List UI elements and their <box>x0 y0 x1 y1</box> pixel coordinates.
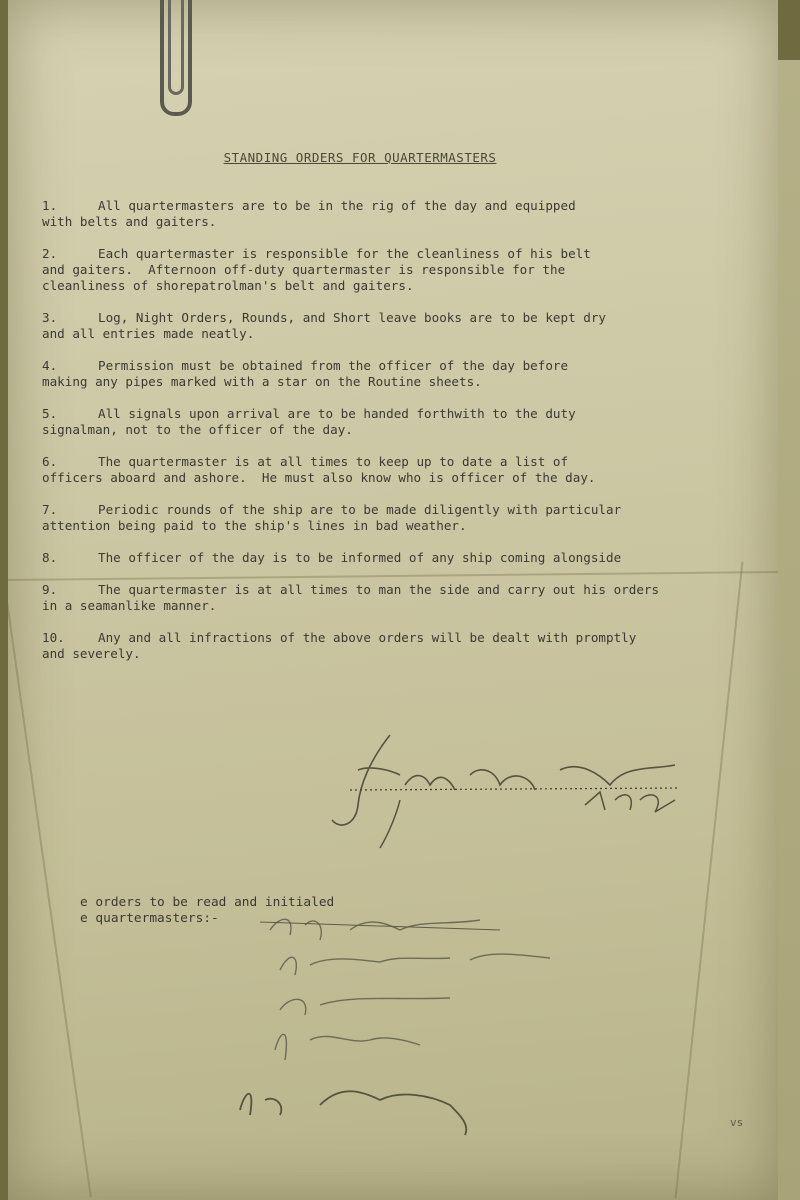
order-item <box>42 502 732 534</box>
order-text: Any and all infractions of the above orders will be dealt with promptly and severely. <box>42 630 637 661</box>
order-text: Log, Night Orders, Rounds, and Short leave books are to be kept dry and all entries made neatly. <box>42 310 606 341</box>
order-text: All quartermasters are to be in the rig of the day and equipped with belts and gaiters. <box>42 198 576 229</box>
order-number: 6. <box>42 454 58 469</box>
order-text: Each quartermaster is responsible for the cleanliness of his belt and gaiters. Afternoon off-duty quartermaster is responsible for the cleanliness of shorepatrolman's belt and gaiters. <box>42 246 591 293</box>
signature-joseph <box>330 730 710 850</box>
order-text: The officer of the day is to be informed of any ship coming alongside <box>98 550 622 565</box>
order-number: 7. <box>42 502 58 517</box>
order-number: 10. <box>42 630 65 645</box>
order-number: 8. <box>42 550 58 565</box>
order-number: 4. <box>42 358 58 373</box>
order-item <box>42 310 732 342</box>
order-item <box>42 358 732 390</box>
order-number: 5. <box>42 406 58 421</box>
quartermaster-initials <box>220 900 640 1160</box>
order-item <box>42 550 732 566</box>
order-number: 1. <box>42 198 58 213</box>
order-item <box>42 406 732 438</box>
order-text: Permission must be obtained from the officer of the day before making any pipes marked with a star on the Routine sheets. <box>42 358 569 389</box>
order-item <box>42 198 732 230</box>
edge-mark: vs <box>730 1116 744 1129</box>
order-item <box>42 454 732 486</box>
page-title: STANDING ORDERS FOR QUARTERMASTERS <box>223 150 497 165</box>
initials-instruction: e orders to be read and initialed e quartermasters:- <box>80 895 335 926</box>
order-item <box>42 582 732 614</box>
order-text: All signals upon arrival are to be handed forthwith to the duty signalman, not to the officer of the day. <box>42 406 576 437</box>
order-number: 3. <box>42 310 58 325</box>
paperclip-inner-loop <box>168 0 184 95</box>
order-item <box>42 246 732 294</box>
order-item <box>42 630 732 662</box>
fold-crease <box>6 603 91 1197</box>
order-number: 9. <box>42 582 58 597</box>
order-text: The quartermaster is at all times to man the side and carry out his orders in a seamanlike manner. <box>42 582 660 613</box>
order-text: The quartermaster is at all times to keep up to date a list of officers aboard and ashore. He must also know who is officer of the day. <box>42 454 596 485</box>
order-text: Periodic rounds of the ship are to be made diligently with particular attention being paid to the ship's lines in bad weather. <box>42 502 622 533</box>
orders-list <box>42 198 732 678</box>
order-number: 2. <box>42 246 58 261</box>
